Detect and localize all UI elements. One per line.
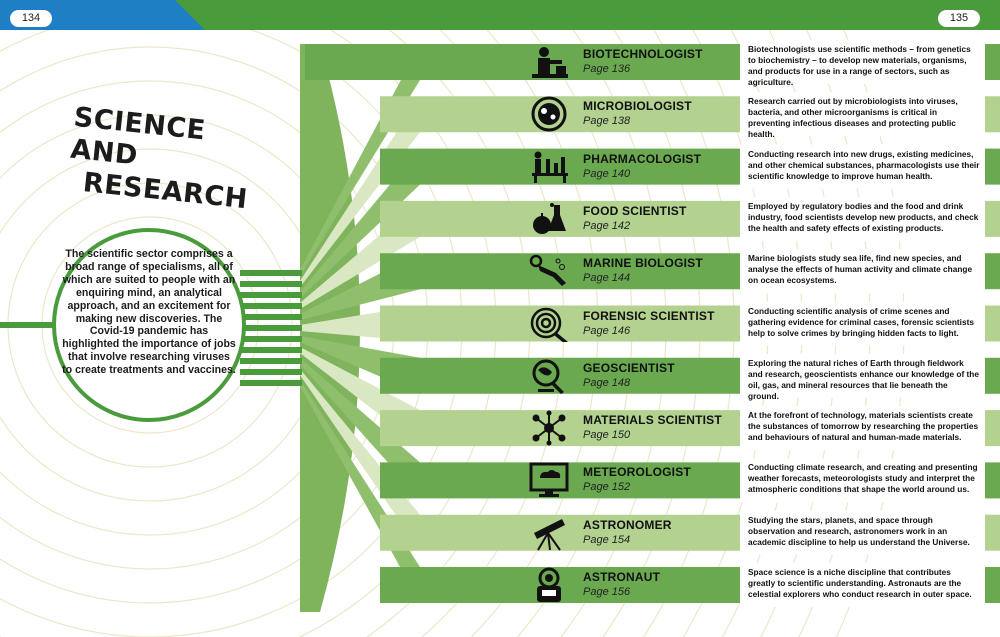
connector-line: [240, 347, 302, 353]
job-page-ref: Page 154: [583, 533, 631, 546]
job-row: [0, 306, 1000, 342]
job-row: [0, 44, 1000, 87]
intro-text: The scientific sector comprises a broad range of specialisms, all of which are suited to people with an enquiring mind, an analytical approach, and an excitement for making new discoveries. The Covid-19 pandemic has highlighted the importance of jobs that involve researching viruses to create treatments and vaccines.: [62, 248, 236, 377]
weather-monitor-icon: [528, 462, 570, 498]
molecule-icon: [528, 410, 570, 446]
job-title: FOOD SCIENTIST: [583, 203, 687, 218]
job-row: [0, 201, 1000, 237]
job-row: [0, 567, 1000, 603]
job-description: Exploring the natural riches of Earth through fieldwork and research, geoscientists enhance our knowledge of the oil, gas, and mineral resources that lie beneath the ground.: [748, 357, 979, 401]
job-title: BIOTECHNOLOGIST: [583, 47, 703, 61]
job-description: Employed by regulatory bodies and the food and drink industry, food scientists develop new products, and check the health and safety effects of existing products.: [748, 200, 979, 233]
job-page-ref: Page 138: [583, 115, 631, 128]
job-row: [0, 515, 1000, 551]
page-number-left: 134: [10, 10, 52, 27]
job-title: PHARMACOLOGIST: [583, 151, 702, 166]
job-row: [0, 149, 1000, 185]
job-title: MARINE BIOLOGIST: [583, 256, 703, 271]
job-title: MICROBIOLOGIST: [583, 99, 692, 114]
job-page-ref: Page 144: [583, 272, 631, 285]
section-title-line1: SCIENCE AND: [68, 101, 207, 172]
job-title: MATERIALS SCIENTIST: [583, 413, 722, 428]
job-title: ASTRONAUT: [583, 570, 661, 584]
job-description: Biotechnologists use scientific methods – from genetics to biochemistry – to develop new materials, organisms, and products for use in a range of sectors, such as agriculture.: [748, 44, 971, 87]
job-description: Space science is a niche discipline that contributes greatly to scientific understanding. Astronauts are the celestial explorers who conduct research in outer space.: [748, 567, 972, 599]
globe-magnifier-icon: [528, 358, 570, 394]
job-page-ref: Page 136: [583, 63, 631, 75]
diver-icon: [528, 253, 570, 289]
job-description: Studying the stars, planets, and space through observation and research, astronomers work in an academic discipline to help us understand the Universe.: [748, 514, 970, 547]
lab-bench-icon: [528, 149, 570, 185]
connector-line: [240, 292, 302, 298]
job-page-ref: Page 146: [583, 324, 631, 337]
fingerprint-icon: [528, 306, 570, 342]
job-title: METEOROLOGIST: [583, 465, 691, 480]
microbe-icon: [528, 96, 570, 132]
job-description: Marine biologists study sea life, find new species, and analyse the effects of human activity and climate change on ocean ecosystems.: [748, 253, 973, 286]
job-title: GEOSCIENTIST: [583, 360, 675, 375]
job-page-ref: Page 152: [583, 481, 631, 494]
job-row: [0, 410, 1000, 446]
job-row: [0, 357, 1000, 401]
job-description: Conducting research into new drugs, existing medicines, and other chemical substances, pharmacologists use their scientific knowledge to improve human health.: [748, 148, 980, 181]
job-title: ASTRONOMER: [583, 517, 672, 532]
job-row: [0, 253, 1000, 289]
apple-flask-icon: [528, 201, 570, 237]
header-bar-right: [175, 0, 1000, 30]
job-description: At the forefront of technology, materials scientists create the substances of tomorrow by researching the properties and behaviours of natural and human-made materials.: [748, 410, 979, 443]
job-page-ref: Page 140: [583, 167, 631, 180]
telescope-icon: [528, 515, 570, 551]
section-title-line2: RESEARCH: [81, 167, 250, 216]
job-description: Conducting scientific analysis of crime scenes and gathering evidence for criminal cases, forensic scientists help to solve crimes by bringing hidden facts to light.: [748, 305, 974, 338]
job-page-ref: Page 156: [583, 586, 631, 598]
job-page-ref: Page 148: [583, 376, 631, 389]
job-description: Research carried out by microbiologists into viruses, bacteria, and other microorganisms is critical in preventing infectious diseases and protecting public health.: [748, 96, 958, 140]
astronaut-icon: [528, 567, 570, 603]
job-page-ref: Page 150: [583, 429, 631, 442]
job-row: [0, 462, 1000, 498]
job-page-ref: Page 142: [583, 219, 631, 232]
job-description: Conducting climate research, and creating and presenting weather forecasts, meteorologists study and interpret the atmospheric conditions that shape the world around us.: [748, 462, 978, 495]
job-title: FORENSIC SCIENTIST: [583, 308, 715, 323]
page-number-right: 135: [938, 10, 980, 27]
biotechnologist-icon: [528, 44, 570, 80]
